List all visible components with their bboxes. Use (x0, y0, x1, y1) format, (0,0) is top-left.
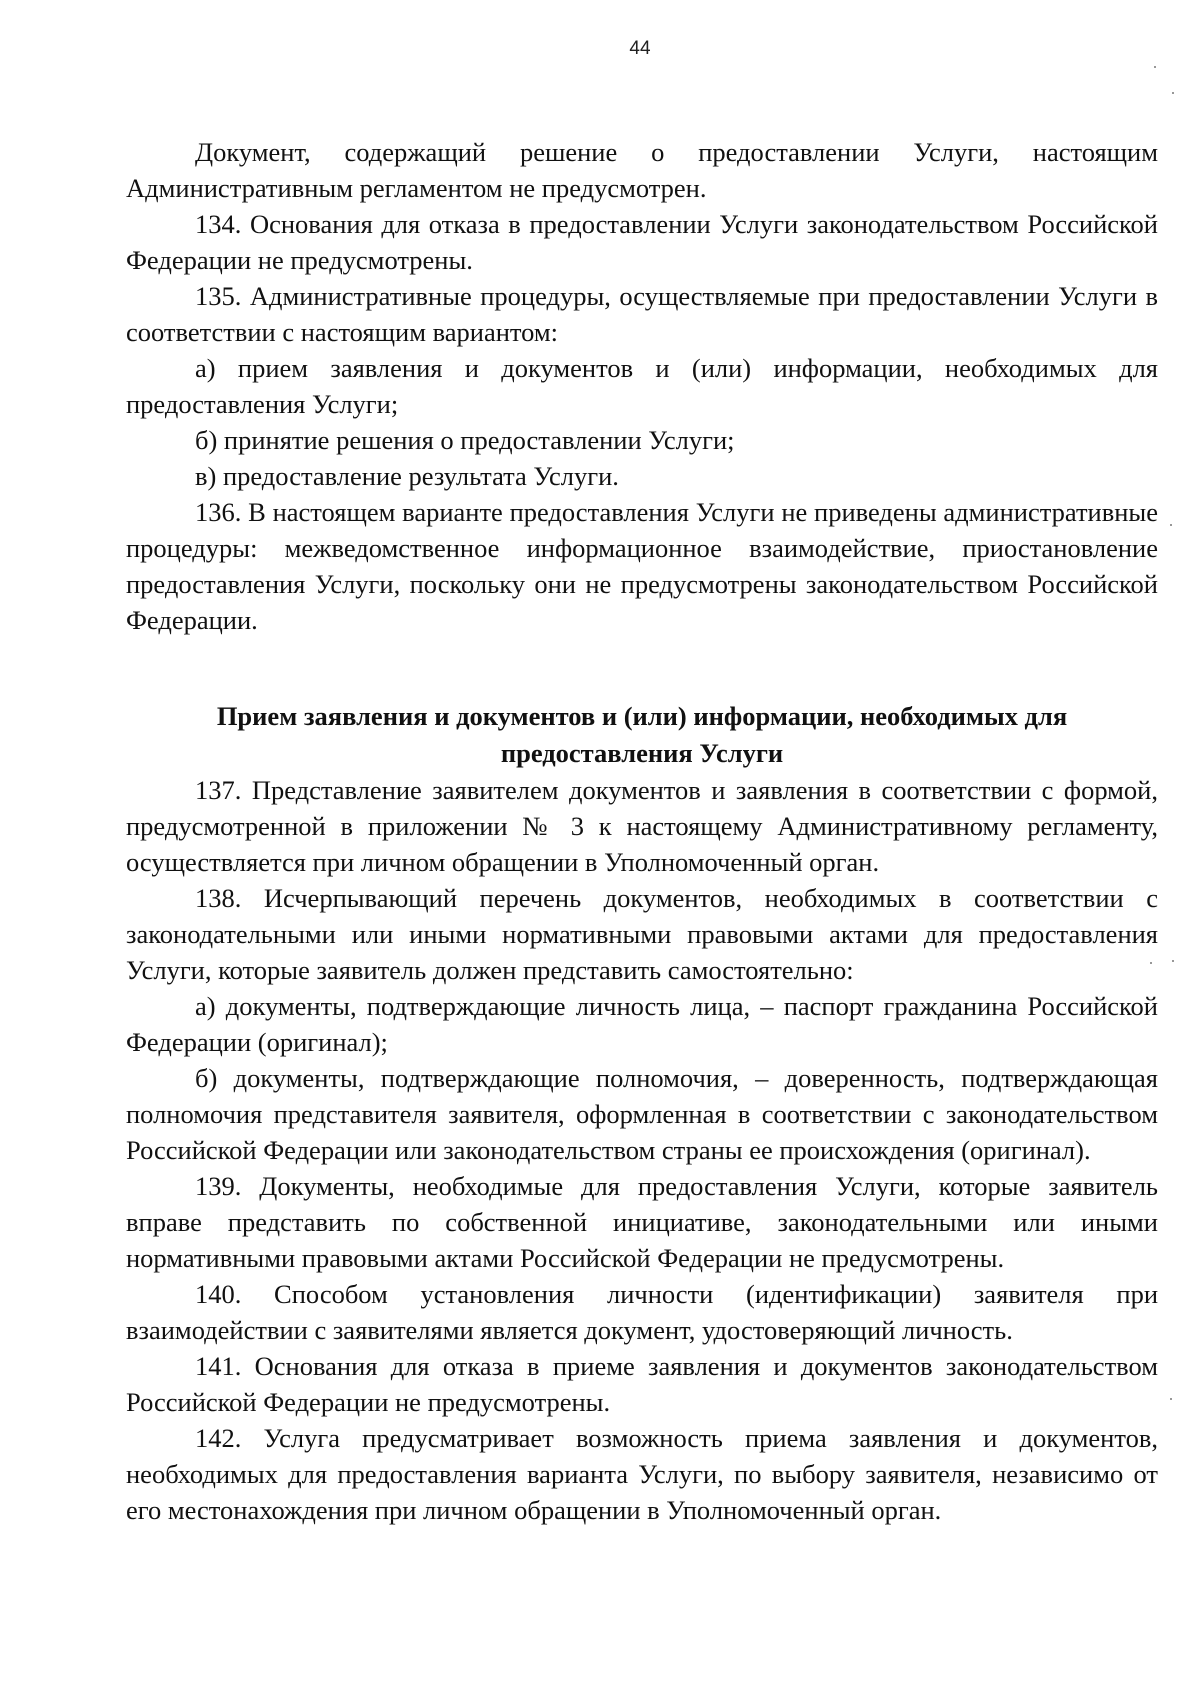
paragraph-138: 138. Исчерпывающий перечень документов, необходимых в соответствии с законодательными или иными нормативными правовыми актами для предоставления Услуги, которые заявитель должен представить самостоятельно: (126, 883, 1158, 985)
list-item-135-c: в) предоставление результата Услуги. (195, 461, 619, 491)
paragraph-137: 137. Представление заявителем документов и заявления в соответствии с формой, предусмотренной в приложении № 3 к настоящему Административному регламенту, осуществляется при личном обращении в Уполномоченный орган. (126, 775, 1158, 877)
list-item-138-a: а) документы, подтверждающие личность лица, – паспорт гражданина Российской Федерации (оригинал); (126, 991, 1158, 1057)
paragraph-141: 141. Основания для отказа в приеме заявления и документов законодательством Российской Федерации не предусмотрены. (126, 1351, 1158, 1417)
scan-speck (1170, 524, 1172, 526)
paragraph-140: 140. Способом установления личности (идентификации) заявителя при взаимодействии с заявителями является документ, удостоверяющий личность. (126, 1279, 1158, 1345)
scan-speck (1154, 66, 1156, 68)
paragraph-136: 136. В настоящем варианте предоставления Услуги не приведены административные процедуры: межведомственное информационное взаимодействие, приостановление предоставления Услуги, поскольку они не предусмотрены законодательством Российской Федерации. (126, 497, 1158, 635)
paragraph-139: 139. Документы, необходимые для предоставления Услуги, которые заявитель вправе представить по собственной инициативе, законодательными или иными нормативными правовыми актами Российской Федерации не предусмотрены. (126, 1171, 1158, 1273)
paragraph-135: 135. Административные процедуры, осуществляемые при предоставлении Услуги в соответствии с настоящим вариантом: (126, 281, 1158, 347)
paragraph-134: 134. Основания для отказа в предоставлении Услуги законодательством Российской Федерации не предусмотрены. (126, 209, 1158, 275)
paragraph-intro: Документ, содержащий решение о предоставлении Услуги, настоящим Административным регламентом не предусмотрен. (126, 137, 1158, 203)
paragraph-142: 142. Услуга предусматривает возможность приема заявления и документов, необходимых для предоставления варианта Услуги, по выбору заявителя, независимо от его местонахождения при личном обращении в Уполномоченный орган. (126, 1423, 1158, 1525)
scan-speck (1172, 92, 1174, 94)
scan-speck (1170, 1398, 1172, 1400)
document-body (126, 134, 1158, 1528)
scan-speck (1172, 960, 1174, 962)
list-item-135-b: б) принятие решения о предоставлении Услуги; (195, 425, 735, 455)
section-heading: Прием заявления и документов и (или) информации, необходимых для предоставления Услуги (216, 701, 1068, 768)
list-item-135-a: а) прием заявления и документов и (или) информации, необходимых для предоставления Услуги; (126, 353, 1158, 419)
scan-speck (1150, 962, 1152, 964)
list-item-138-b: б) документы, подтверждающие полномочия, – доверенность, подтверждающая полномочия представителя заявителя, оформленная в соответствии с законодательством Российской Федерации или законодательством страны ее происхождения (оригинал). (126, 1063, 1158, 1165)
page-number: 44 (629, 38, 651, 59)
